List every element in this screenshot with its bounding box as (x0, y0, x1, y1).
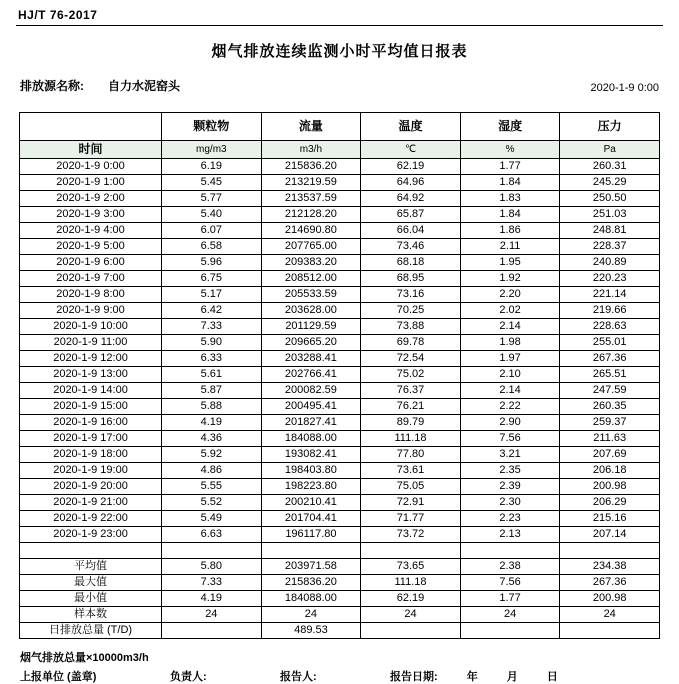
cell-value: 70.25 (361, 303, 461, 319)
table-row (20, 463, 660, 479)
table-row (20, 239, 660, 255)
cell-value: 62.19 (361, 159, 461, 175)
summary-value: 200.98 (560, 591, 660, 607)
table-row (20, 303, 660, 319)
footer-day-label: 日 (546, 671, 558, 683)
cell-value: 71.77 (361, 511, 461, 527)
table-row (20, 383, 660, 399)
cell-value: 221.14 (560, 287, 660, 303)
table-row (20, 479, 660, 495)
cell-time: 2020-1-9 23:00 (20, 527, 162, 543)
cell-time: 2020-1-9 19:00 (20, 463, 162, 479)
cell-value: 5.40 (162, 207, 262, 223)
cell-value: 201704.41 (261, 511, 361, 527)
cell-value: 184088.00 (261, 431, 361, 447)
page-title: 烟气排放连续监测小时平均值日报表 (211, 43, 468, 60)
cell-value: 5.55 (162, 479, 262, 495)
summary-value: 7.56 (460, 575, 560, 591)
cell-value: 65.87 (361, 207, 461, 223)
cell-value: 203288.41 (261, 351, 361, 367)
cell-value: 214690.80 (261, 223, 361, 239)
table-row (20, 351, 660, 367)
cell-value: 2.30 (460, 495, 560, 511)
spacer-cell (560, 543, 660, 559)
cell-value: 2.90 (460, 415, 560, 431)
summary-row (20, 607, 660, 623)
cell-time: 2020-1-9 0:00 (20, 159, 162, 175)
table-row (20, 447, 660, 463)
cell-value: 5.88 (162, 399, 262, 415)
cell-value: 193082.41 (261, 447, 361, 463)
column-header-0: 颗粒物 (162, 113, 262, 141)
column-header-4: 压力 (560, 113, 660, 141)
cell-value: 89.79 (361, 415, 461, 431)
cell-time: 2020-1-9 10:00 (20, 319, 162, 335)
cell-value: 5.45 (162, 175, 262, 191)
cell-value: 6.58 (162, 239, 262, 255)
cell-value: 64.92 (361, 191, 461, 207)
cell-value: 2.35 (460, 463, 560, 479)
hourly-average-table (19, 112, 660, 639)
table-row (20, 223, 660, 239)
daily-total-row (20, 623, 660, 639)
table-header-units (20, 141, 660, 159)
cell-value: 76.37 (361, 383, 461, 399)
cell-value: 2.20 (460, 287, 560, 303)
daily-total-empty-cell (560, 623, 660, 639)
daily-total-empty-cell (162, 623, 262, 639)
summary-value: 62.19 (361, 591, 461, 607)
time-column-header: 时间 (20, 141, 162, 159)
cell-value: 73.88 (361, 319, 461, 335)
footer-date-group (390, 668, 558, 684)
cell-value: 1.83 (460, 191, 560, 207)
cell-value: 7.56 (460, 431, 560, 447)
cell-value: 240.89 (560, 255, 660, 271)
cell-value: 6.42 (162, 303, 262, 319)
cell-value: 255.01 (560, 335, 660, 351)
cell-value: 5.87 (162, 383, 262, 399)
daily-total-label: 日排放总量 (T/D) (20, 623, 162, 639)
cell-value: 212128.20 (261, 207, 361, 223)
summary-value: 1.77 (460, 591, 560, 607)
cell-time: 2020-1-9 21:00 (20, 495, 162, 511)
cell-value: 250.50 (560, 191, 660, 207)
header-corner-cell (20, 113, 162, 141)
cell-value: 2.02 (460, 303, 560, 319)
daily-total-empty-cell (460, 623, 560, 639)
table-row (20, 431, 660, 447)
cell-value: 6.75 (162, 271, 262, 287)
cell-value: 198403.80 (261, 463, 361, 479)
cell-value: 4.86 (162, 463, 262, 479)
table-row (20, 159, 660, 175)
column-header-1: 流量 (261, 113, 361, 141)
cell-value: 72.54 (361, 351, 461, 367)
cell-value: 213537.59 (261, 191, 361, 207)
summary-value: 234.38 (560, 559, 660, 575)
cell-time: 2020-1-9 18:00 (20, 447, 162, 463)
summary-label: 样本数 (20, 607, 162, 623)
table-row (20, 367, 660, 383)
cell-value: 248.81 (560, 223, 660, 239)
summary-value: 73.65 (361, 559, 461, 575)
cell-value: 228.63 (560, 319, 660, 335)
cell-value: 75.02 (361, 367, 461, 383)
cell-value: 206.18 (560, 463, 660, 479)
column-unit-0: mg/m3 (162, 141, 262, 159)
cell-value: 6.07 (162, 223, 262, 239)
cell-time: 2020-1-9 5:00 (20, 239, 162, 255)
cell-value: 69.78 (361, 335, 461, 351)
cell-value: 220.23 (560, 271, 660, 287)
summary-value: 203971.58 (261, 559, 361, 575)
cell-value: 73.16 (361, 287, 461, 303)
table-header-params (20, 113, 660, 141)
cell-value: 64.96 (361, 175, 461, 191)
daily-total-value: 489.53 (261, 623, 361, 639)
cell-value: 215836.20 (261, 159, 361, 175)
cell-value: 73.61 (361, 463, 461, 479)
cell-value: 209665.20 (261, 335, 361, 351)
cell-value: 215.16 (560, 511, 660, 527)
cell-value: 4.36 (162, 431, 262, 447)
cell-value: 267.36 (560, 351, 660, 367)
cell-time: 2020-1-9 13:00 (20, 367, 162, 383)
cell-value: 4.19 (162, 415, 262, 431)
cell-time: 2020-1-9 12:00 (20, 351, 162, 367)
table-row (20, 495, 660, 511)
cell-value: 6.19 (162, 159, 262, 175)
spacer-cell (20, 543, 162, 559)
summary-value: 5.80 (162, 559, 262, 575)
cell-value: 207.14 (560, 527, 660, 543)
cell-value: 5.52 (162, 495, 262, 511)
cell-value: 200082.59 (261, 383, 361, 399)
summary-value: 24 (361, 607, 461, 623)
cell-value: 200.98 (560, 479, 660, 495)
table-row (20, 271, 660, 287)
column-unit-1: m3/h (261, 141, 361, 159)
cell-value: 2.23 (460, 511, 560, 527)
cell-value: 207.69 (560, 447, 660, 463)
cell-value: 2.14 (460, 319, 560, 335)
cell-time: 2020-1-9 11:00 (20, 335, 162, 351)
cell-value: 76.21 (361, 399, 461, 415)
cell-value: 2.14 (460, 383, 560, 399)
footer-year-label: 年 (466, 671, 478, 683)
summary-value: 4.19 (162, 591, 262, 607)
cell-value: 6.33 (162, 351, 262, 367)
summary-label: 平均值 (20, 559, 162, 575)
cell-value: 77.80 (361, 447, 461, 463)
cell-value: 196117.80 (261, 527, 361, 543)
cell-value: 209383.20 (261, 255, 361, 271)
footer-note: 烟气排放总量×10000m3/h (20, 652, 149, 664)
cell-value: 5.77 (162, 191, 262, 207)
cell-value: 251.03 (560, 207, 660, 223)
table-row (20, 175, 660, 191)
cell-value: 201827.41 (261, 415, 361, 431)
table-row (20, 527, 660, 543)
cell-value: 3.21 (460, 447, 560, 463)
footer-person-label: 负责人: (170, 671, 207, 683)
cell-value: 259.37 (560, 415, 660, 431)
table-row (20, 255, 660, 271)
cell-value: 68.95 (361, 271, 461, 287)
cell-value: 260.35 (560, 399, 660, 415)
footer-date-label: 报告日期: (390, 671, 438, 683)
cell-value: 207765.00 (261, 239, 361, 255)
summary-label: 最小值 (20, 591, 162, 607)
cell-time: 2020-1-9 14:00 (20, 383, 162, 399)
cell-time: 2020-1-9 6:00 (20, 255, 162, 271)
column-unit-2: ℃ (361, 141, 461, 159)
cell-value: 201129.59 (261, 319, 361, 335)
cell-value: 219.66 (560, 303, 660, 319)
cell-time: 2020-1-9 16:00 (20, 415, 162, 431)
cell-value: 200495.41 (261, 399, 361, 415)
footer (14, 649, 665, 684)
cell-value: 2.13 (460, 527, 560, 543)
spacer-cell (460, 543, 560, 559)
summary-value: 7.33 (162, 575, 262, 591)
cell-value: 1.95 (460, 255, 560, 271)
column-unit-4: Pa (560, 141, 660, 159)
footer-signature-row (20, 668, 659, 684)
summary-row (20, 575, 660, 591)
cell-value: 213219.59 (261, 175, 361, 191)
table-row (20, 207, 660, 223)
cell-value: 228.37 (560, 239, 660, 255)
cell-value: 245.29 (560, 175, 660, 191)
cell-time: 2020-1-9 9:00 (20, 303, 162, 319)
summary-row (20, 591, 660, 607)
summary-value: 267.36 (560, 575, 660, 591)
table-row (20, 191, 660, 207)
standard-code: HJ/T 76-2017 (18, 8, 98, 22)
cell-value: 72.91 (361, 495, 461, 511)
cell-value: 5.17 (162, 287, 262, 303)
summary-value: 215836.20 (261, 575, 361, 591)
column-header-2: 温度 (361, 113, 461, 141)
cell-value: 2.39 (460, 479, 560, 495)
cell-time: 2020-1-9 8:00 (20, 287, 162, 303)
cell-value: 202766.41 (261, 367, 361, 383)
summary-value: 24 (560, 607, 660, 623)
spacer-cell (162, 543, 262, 559)
cell-value: 200210.41 (261, 495, 361, 511)
cell-value: 5.92 (162, 447, 262, 463)
table-spacer-row (20, 543, 660, 559)
cell-value: 265.51 (560, 367, 660, 383)
cell-value: 5.49 (162, 511, 262, 527)
source-value: 自力水泥窑头 (108, 79, 181, 93)
cell-value: 1.84 (460, 207, 560, 223)
summary-value: 24 (460, 607, 560, 623)
cell-value: 205533.59 (261, 287, 361, 303)
summary-value: 24 (162, 607, 262, 623)
cell-time: 2020-1-9 15:00 (20, 399, 162, 415)
cell-value: 2.11 (460, 239, 560, 255)
source-info (20, 77, 180, 94)
daily-total-empty-cell (361, 623, 461, 639)
cell-value: 203628.00 (261, 303, 361, 319)
table-row (20, 511, 660, 527)
cell-value: 5.96 (162, 255, 262, 271)
table-row (20, 415, 660, 431)
cell-value: 2.22 (460, 399, 560, 415)
cell-value: 1.86 (460, 223, 560, 239)
cell-value: 75.05 (361, 479, 461, 495)
cell-value: 5.61 (162, 367, 262, 383)
column-unit-3: % (460, 141, 560, 159)
cell-time: 2020-1-9 1:00 (20, 175, 162, 191)
summary-value: 111.18 (361, 575, 461, 591)
summary-value: 2.38 (460, 559, 560, 575)
summary-label: 最大值 (20, 575, 162, 591)
source-label: 排放源名称: (20, 79, 84, 93)
cell-value: 1.92 (460, 271, 560, 287)
cell-value: 66.04 (361, 223, 461, 239)
cell-value: 73.46 (361, 239, 461, 255)
table-row (20, 335, 660, 351)
footer-month-label: 月 (506, 671, 518, 683)
cell-time: 2020-1-9 2:00 (20, 191, 162, 207)
report-datetime: 2020-1-9 0:00 (590, 82, 659, 94)
cell-value: 198223.80 (261, 479, 361, 495)
spacer-cell (361, 543, 461, 559)
cell-value: 73.72 (361, 527, 461, 543)
spacer-cell (261, 543, 361, 559)
summary-row (20, 559, 660, 575)
cell-value: 208512.00 (261, 271, 361, 287)
cell-value: 6.63 (162, 527, 262, 543)
column-header-3: 湿度 (460, 113, 560, 141)
cell-value: 1.97 (460, 351, 560, 367)
table-row (20, 319, 660, 335)
cell-value: 206.29 (560, 495, 660, 511)
cell-value: 247.59 (560, 383, 660, 399)
cell-time: 2020-1-9 7:00 (20, 271, 162, 287)
cell-value: 111.18 (361, 431, 461, 447)
table-row (20, 287, 660, 303)
cell-time: 2020-1-9 22:00 (20, 511, 162, 527)
footer-reporter-label: 报告人: (280, 671, 317, 683)
cell-value: 5.90 (162, 335, 262, 351)
summary-value: 24 (261, 607, 361, 623)
cell-value: 1.98 (460, 335, 560, 351)
header-divider (16, 25, 663, 26)
summary-value: 184088.00 (261, 591, 361, 607)
cell-value: 7.33 (162, 319, 262, 335)
cell-value: 1.84 (460, 175, 560, 191)
cell-time: 2020-1-9 4:00 (20, 223, 162, 239)
cell-time: 2020-1-9 17:00 (20, 431, 162, 447)
cell-value: 211.63 (560, 431, 660, 447)
footer-unit-label: 上报单位 (盖章) (20, 671, 97, 683)
table-row (20, 399, 660, 415)
cell-time: 2020-1-9 3:00 (20, 207, 162, 223)
cell-value: 1.77 (460, 159, 560, 175)
cell-value: 260.31 (560, 159, 660, 175)
meta-row (14, 77, 665, 94)
cell-time: 2020-1-9 20:00 (20, 479, 162, 495)
cell-value: 2.10 (460, 367, 560, 383)
cell-value: 68.18 (361, 255, 461, 271)
